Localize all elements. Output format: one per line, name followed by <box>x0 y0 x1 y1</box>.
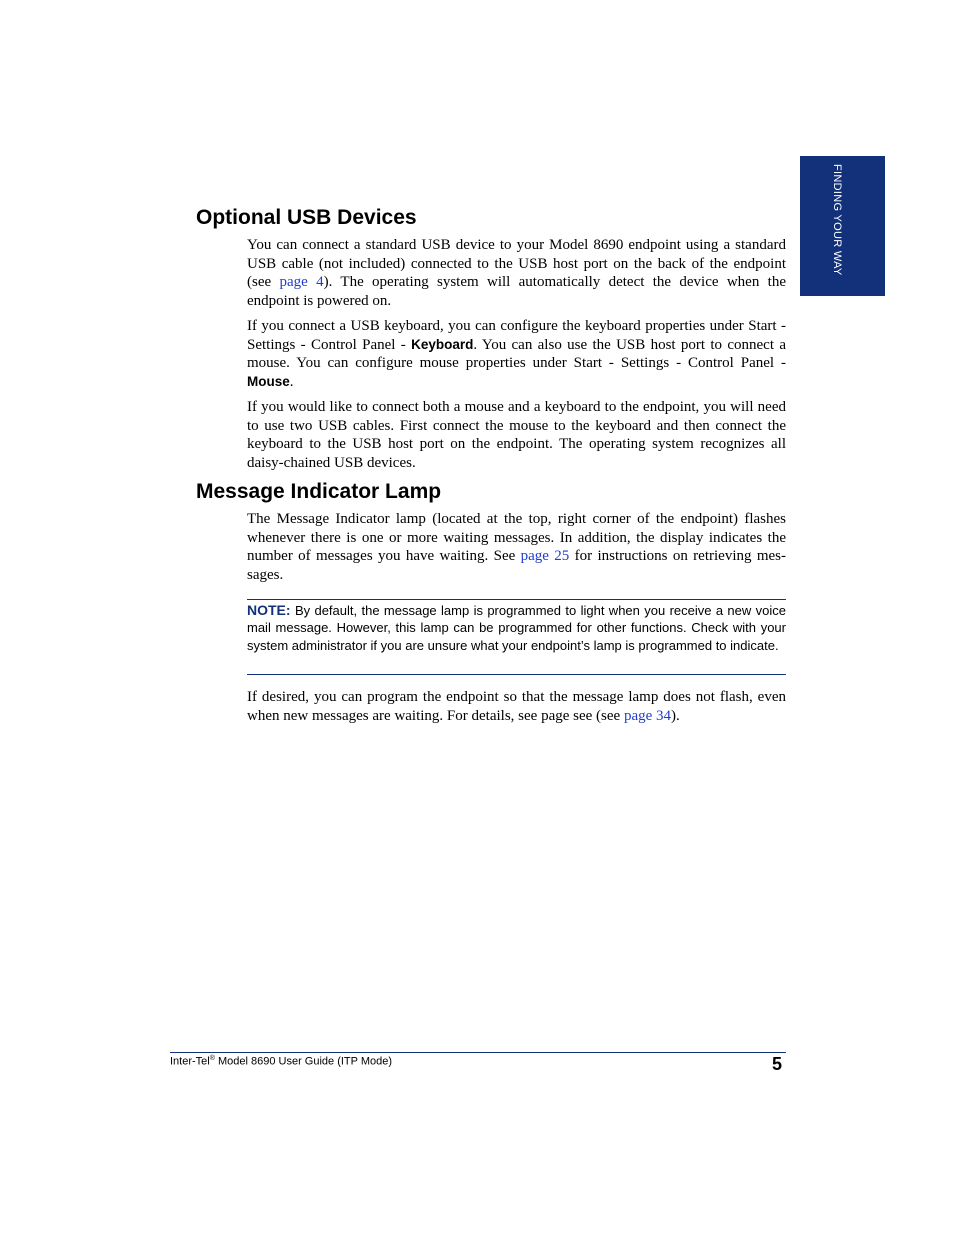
footer-divider <box>170 1052 786 1053</box>
text-run: If you connect a USB keyboard, you can configure the keyboard properties under Start - Settings - Control Panel - <box>247 318 786 353</box>
chapter-tab-label: FINDING YOUR WAY <box>831 164 843 276</box>
footer-title <box>170 1055 392 1068</box>
note-label: NOTE: <box>247 602 291 618</box>
note-text <box>247 600 786 654</box>
page-number: 5 <box>772 1054 783 1074</box>
text-run: ). <box>671 707 680 724</box>
usb-paragraph-1 <box>247 236 786 310</box>
page-4-link[interactable]: page 4 <box>279 274 324 291</box>
text-run: The Message Indicator lamp (located at the top, right corner of the endpoint) flashes whenever there is one or more waiting messages. In addition, the display indicates the number of messages you have waiting. See <box>247 511 786 565</box>
registered-mark: ® <box>209 1055 215 1062</box>
text-run: . You can also use the USB host port to connect a mouse. You can configure mouse properties under Start - Settings - Control Panel - <box>247 336 786 372</box>
keyboard-term: Keyboard <box>411 336 474 352</box>
section-heading-usb: Optional USB Devices <box>196 206 417 229</box>
page-25-link[interactable]: page 25 <box>520 548 570 565</box>
usb-paragraph-3: If you would like to connect both a mouse and a keyboard to the endpoint, you will need to use two USB cables. First connect the mouse to the keyboard and then connect the keyboard to the USB host port on the endpoint. The operating system recognizes all daisy-chained USB devices. <box>247 399 786 471</box>
mouse-term: Mouse <box>247 373 290 389</box>
usb-paragraph-2 <box>247 317 786 391</box>
lamp-paragraph-1 <box>247 510 786 584</box>
page-34-link[interactable]: page 34 <box>623 707 672 724</box>
text-run: ). The operating system will automatically detect the device when the endpoint is powered on. <box>247 274 786 309</box>
text-run: for instructions on retrieving messages. <box>247 548 786 583</box>
note-body: By default, the message lamp is programmed to light when you receive a new voice mail message. However, this lamp can be programmed for other functions. Check with your system administrator if you are unsure what your endpoint’s lamp is programmed to indicate. <box>247 603 786 653</box>
footer-brand: Inter-Tel <box>170 1055 210 1068</box>
chapter-tab <box>800 156 885 296</box>
text-run: You can connect a standard USB device to your Model 8690 endpoint using a standard USB cable (not included) connected to the USB host port on the back of the endpoint (see <box>247 237 786 291</box>
lamp-paragraph-2 <box>247 688 786 725</box>
note-box <box>247 599 786 675</box>
text-run: . <box>289 373 294 390</box>
text-run: If desired, you can program the endpoint so that the message lamp does not flash, even when new messages are waiting. For details, see page see (see <box>247 689 786 724</box>
section-heading-lamp: Message Indicator Lamp <box>196 480 442 503</box>
footer-guide-title: Model 8690 User Guide (ITP Mode) <box>214 1055 393 1068</box>
